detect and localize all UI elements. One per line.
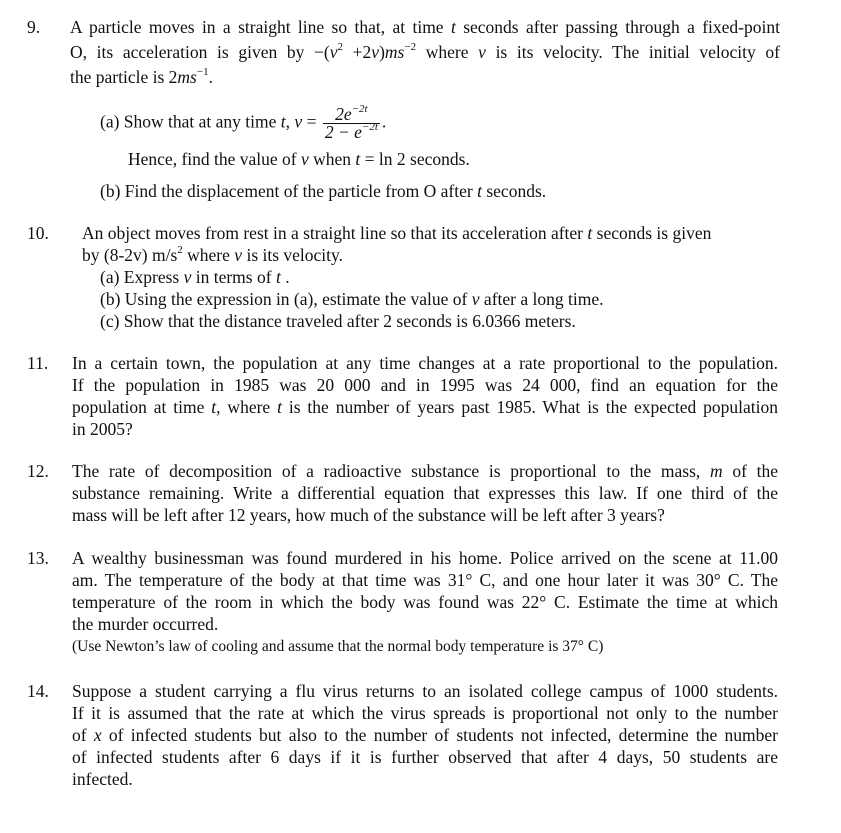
question-14-line xyxy=(72,724,778,746)
text-segment: (b) Find the displacement of the particle from O after xyxy=(100,181,478,201)
math-variable: t xyxy=(587,223,593,243)
question-10-line xyxy=(100,266,290,288)
math-variable: v xyxy=(478,42,486,62)
text-segment: The rate of decomposition of a radioactive substance is proportional to the mass, xyxy=(72,461,710,481)
question-14-line xyxy=(72,768,133,790)
math-variable: v xyxy=(183,267,192,287)
text-segment: temperature of the room in which the body was found was 22° C. Estimate the time at which xyxy=(72,592,778,612)
numerator-exponent: −2t xyxy=(351,103,368,115)
text-segment: is its velocity. The initial velocity of xyxy=(485,42,780,62)
question-11-line xyxy=(72,418,133,440)
math-variable: v xyxy=(371,42,380,62)
text-segment: when xyxy=(308,149,356,169)
text-segment: seconds. xyxy=(481,181,547,201)
question-9-line xyxy=(70,66,213,88)
math-variable: t xyxy=(277,397,282,417)
exponent: 2 xyxy=(337,41,344,53)
text-segment: (Use Newton’s law of cooling and assume that the normal body temperature is 37° C) xyxy=(72,638,604,655)
math-variable: m xyxy=(709,461,723,481)
text-segment: of infected students but also to the number of students not infected, determine the number xyxy=(101,725,778,745)
text-segment: the murder occurred. xyxy=(72,614,219,634)
fraction-denominator xyxy=(323,121,380,142)
text-segment: population at time xyxy=(72,397,212,417)
question-9-line xyxy=(70,41,780,63)
text-segment: of infected students after 6 days if it is further observed that after 4 days, 50 students are xyxy=(72,747,778,767)
math-variable: v xyxy=(294,111,303,132)
math-variable: ms xyxy=(177,67,197,87)
text-segment: (b) Using the expression in (a), estimate the value of xyxy=(100,289,472,309)
text-segment: = ln 2 seconds. xyxy=(360,149,470,169)
text-segment: in terms of xyxy=(191,267,276,287)
math-variable: t xyxy=(450,17,456,37)
text-segment: (c) Show that the distance traveled after 2 seconds is 6.0366 meters. xyxy=(100,311,576,331)
question-11-line xyxy=(72,352,778,374)
text-segment: where xyxy=(182,245,235,265)
text-segment: where xyxy=(416,42,479,62)
question-number: 9. xyxy=(27,17,41,37)
text-segment: In a certain town, the population at any time changes at a rate proportional to the population. xyxy=(72,353,778,373)
math-variable: t xyxy=(275,267,281,287)
text-segment: is the number of years past 1985. What is the expected population xyxy=(281,397,778,417)
text-segment: ) xyxy=(379,42,385,62)
question-10-line xyxy=(82,222,711,244)
question-12-line xyxy=(72,482,778,504)
text-segment: Hence, find the value of xyxy=(128,149,301,169)
question-number: 14. xyxy=(27,681,49,701)
text-segment: , xyxy=(285,111,295,132)
question-14-line xyxy=(72,746,778,768)
question-number: 13. xyxy=(27,548,49,568)
text-segment: seconds is given xyxy=(592,223,712,243)
text-segment: If the population in 1985 was 20 000 and in 1995 was 24 000, find an equation for the xyxy=(72,375,778,395)
text-segment: infected. xyxy=(72,769,133,789)
text-segment: of the xyxy=(722,461,778,481)
text-segment: after a long time. xyxy=(479,289,604,309)
exponent: 2 xyxy=(177,244,183,256)
denominator-text: 2 − e xyxy=(324,122,362,142)
math-variable: v xyxy=(234,245,243,265)
question-13-line xyxy=(72,569,778,591)
velocity-fraction xyxy=(323,103,380,142)
math-variable: t xyxy=(477,181,482,201)
question-10-line xyxy=(100,310,576,332)
text-segment: is its velocity. xyxy=(242,245,344,265)
text-segment: the particle is 2 xyxy=(70,67,178,87)
question-11-line xyxy=(72,396,778,418)
math-variable: t xyxy=(355,149,361,169)
question-12-line xyxy=(72,504,665,526)
text-segment: A wealthy businessman was found murdered in his home. Police arrived on the scene at 11.00 xyxy=(72,548,778,568)
text-segment: A particle moves in a straight line so that, at time xyxy=(70,17,451,37)
text-segment: An object moves from rest in a straight line so that its acceleration after xyxy=(82,223,588,243)
question-number: 12. xyxy=(27,461,49,481)
exponent: −1 xyxy=(196,66,209,78)
denominator-exponent: −2t xyxy=(361,121,378,133)
question-14-line xyxy=(72,680,778,702)
question-9-line xyxy=(100,103,387,142)
question-13-line xyxy=(72,547,778,569)
question-13-line xyxy=(72,613,218,635)
text-segment: , where xyxy=(216,397,278,417)
math-variable: v xyxy=(471,289,480,309)
text-segment: If it is assumed that the rate at which the virus spreads is proportional not only to the number xyxy=(72,703,778,723)
question-12-line xyxy=(72,460,778,482)
text-segment: . xyxy=(280,267,290,287)
text-segment: O, its acceleration is given by −( xyxy=(70,42,330,62)
question-9-line xyxy=(128,148,470,170)
question-9-line xyxy=(100,180,546,202)
text-segment: in 2005? xyxy=(72,419,133,439)
question-13-line xyxy=(72,591,778,613)
math-variable: t xyxy=(280,111,286,132)
question-10-line xyxy=(100,288,603,310)
question-14-line xyxy=(72,702,778,724)
text-segment: +2 xyxy=(343,42,372,62)
numerator-text: 2e xyxy=(335,104,352,124)
exponent: −2 xyxy=(404,41,417,53)
question-13-line xyxy=(72,636,603,658)
math-variable: v xyxy=(329,42,338,62)
text-segment: substance remaining. Write a differential equation that expresses this law. If one third of the xyxy=(72,483,778,503)
text-segment: of xyxy=(72,725,94,745)
text-segment: (a) Express xyxy=(100,267,184,287)
text-segment: . xyxy=(381,111,387,132)
question-11-line xyxy=(72,374,778,396)
text-segment: am. The temperature of the body at that time was 31° C, and one hour later it was 30° C. The xyxy=(72,570,778,590)
question-number: 10. xyxy=(27,223,49,243)
question-9-line xyxy=(70,16,780,38)
text-segment: seconds after passing through a fixed-point xyxy=(455,17,780,37)
question-10-line xyxy=(82,244,343,266)
math-variable: v xyxy=(300,149,309,169)
text-segment: mass will be left after 12 years, how much of the substance will be left after 3 years? xyxy=(72,505,665,525)
question-number: 11. xyxy=(27,353,49,373)
text-segment: = xyxy=(302,111,321,132)
text-segment: Suppose a student carrying a flu virus returns to an isolated college campus of 1000 students. xyxy=(72,681,778,701)
text-segment: by (8-2v) m/s xyxy=(82,245,178,265)
text-segment: . xyxy=(208,67,213,87)
math-variable: t xyxy=(211,397,217,417)
text-segment: (a) Show that at any time xyxy=(100,111,281,132)
math-variable: ms xyxy=(384,42,405,62)
math-variable: x xyxy=(93,725,102,745)
